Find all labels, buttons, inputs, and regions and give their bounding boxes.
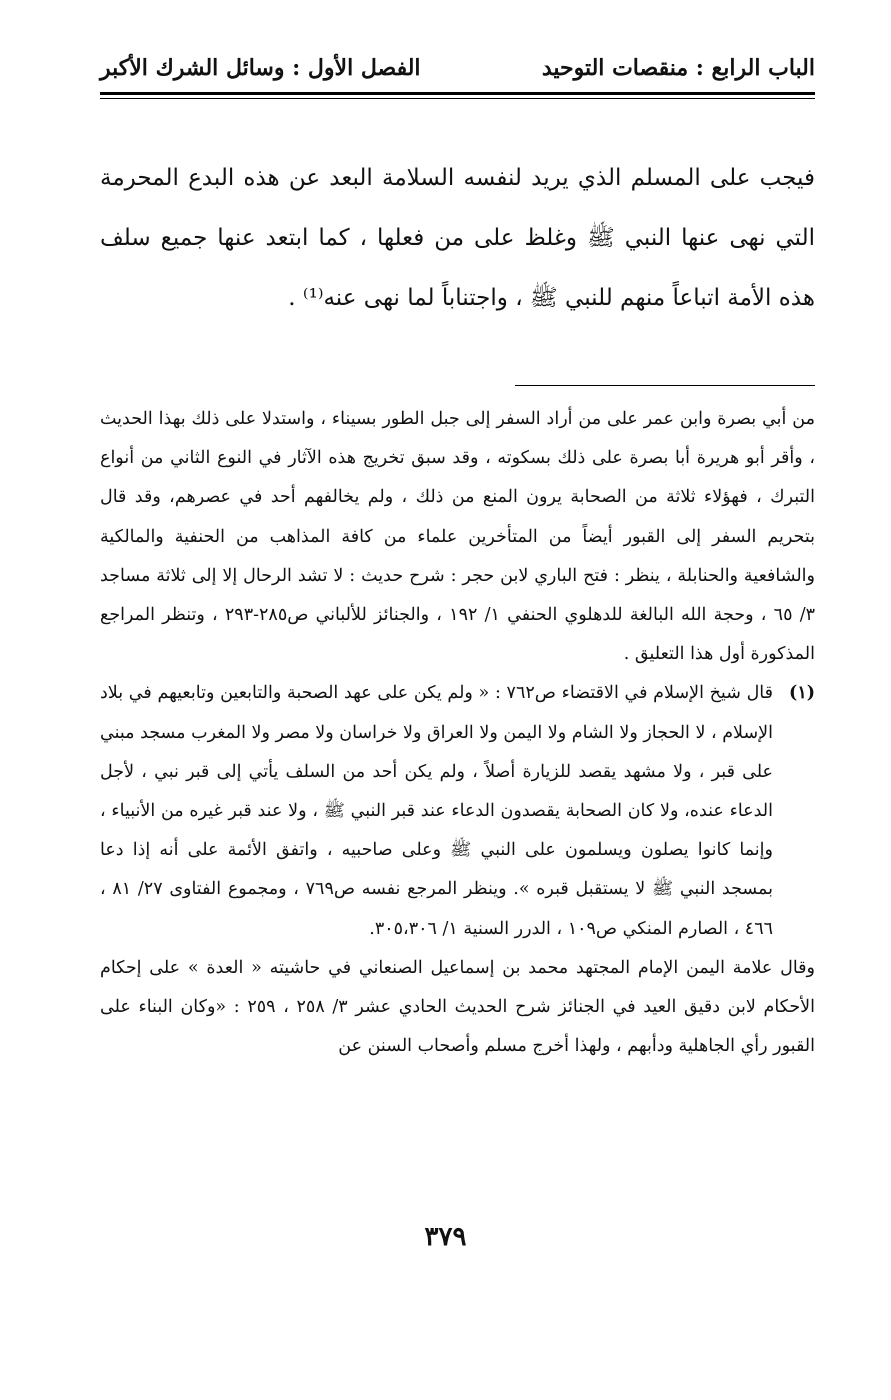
header-rule-thin <box>100 98 815 99</box>
footnote-1-paragraph-2: وقال علامة اليمن الإمام المجتهد محمد بن إسماعيل الصنعاني في حاشيته « العدة » على إحكام الأحكام لابن دقيق العيد في الجنائز شرح الحديث الحادي عشر ٣/ ٢٥٨ ، ٢٥٩ : «وكان البناء على القبور رأي الجاهلية ودأبهم ، ولهذا أخرج مسلم وأصحاب السنن عن <box>100 957 815 1057</box>
main-paragraph: فيجب على المسلم الذي يريد لنفسه السلامة البعد عن هذه البدع المحرمة التي نهى عنها النبي ﷺ وغلظ على من فعلها ، كما ابتعد عنها جميع سلف هذه الأمة اتباعاً منهم للنبي ﷺ ، واجتناباً لما نهى عنه⁽¹⁾ . <box>100 165 815 311</box>
section-title: الفصل الأول : وسائل الشرك الأكبر <box>100 55 421 81</box>
main-body <box>100 148 815 328</box>
footnote-separator <box>515 385 815 386</box>
footnote-1 <box>100 674 815 948</box>
chapter-title: الباب الرابع : منقصات التوحيد <box>541 55 815 81</box>
header-rule-thick <box>100 92 815 95</box>
footnote-continuation: من أبي بصرة وابن عمر على من أراد السفر إلى جبل الطور بسيناء ، واستدلا على ذلك بهذا الحديث ، وأقر أبو هريرة أبا بصرة على ذلك بسكوته ، وقد سبق تخريج هذه الآثار في النوع الثاني من أنواع التبرك ، فهؤلاء ثلاثة من الصحابة يرون المنع من ذلك ، ولم يخالفهم أحد في عصرهم، وقد قال بتحريم السفر إلى القبور أيضاً من المتأخرين علماء من كافة المذاهب من الحنفية والمالكية والشافعية والحنابلة ، ينظر : فتح الباري لابن حجر : شرح حديث : لا تشد الرحال إلا إلى ثلاثة مساجد ٣/ ٦٥ ، وحجة الله البالغة للدهلوي الحنفي ١/ ١٩٢ ، والجنائز للألباني ص٢٨٥-٢٩٣ ، وتنظر المراجع المذكورة أول هذا التعليق . <box>100 409 816 665</box>
footnote-1-number: (١) <box>789 683 815 704</box>
running-header <box>100 48 815 88</box>
page-number: ٣٧٩ <box>424 1222 467 1252</box>
footnotes <box>100 400 815 1066</box>
footnote-1-text: قال شيخ الإسلام في الاقتضاء ص٧٦٢ : « ولم يكن على عهد الصحبة والتابعين وتابعيهم في بلاد الإسلام ، لا الحجاز ولا الشام ولا اليمن ولا العراق ولا خراسان ولا مصر ولا المغرب مسجد مبني على قبر ، ولا مشهد يقصد للزيارة أصلاً ، ولم يكن أحد من السلف يأتي إلى قبر نبي ، لأجل الدعاء عنده، ولا كان الصحابة يقصدون الدعاء عند قبر النبي ﷺ ، ولا عند قبر غيره من الأنبياء ، وإنما كانوا يصلون ويسلمون على النبي ﷺ وعلى صاحبيه ، واتفق الأئمة على أنه إذا دعا بمسجد النبي ﷺ لا يستقبل قبره ». وينظر المرجع نفسه ص٧٦٩ ، ومجموع الفتاوى ٢٧/ ٨١ ، ٤٦٦ ، الصارم المنكي ص١٠٩ ، الدرر السنية ١/ ٣٠٥،٣٠٦. <box>99 683 773 939</box>
